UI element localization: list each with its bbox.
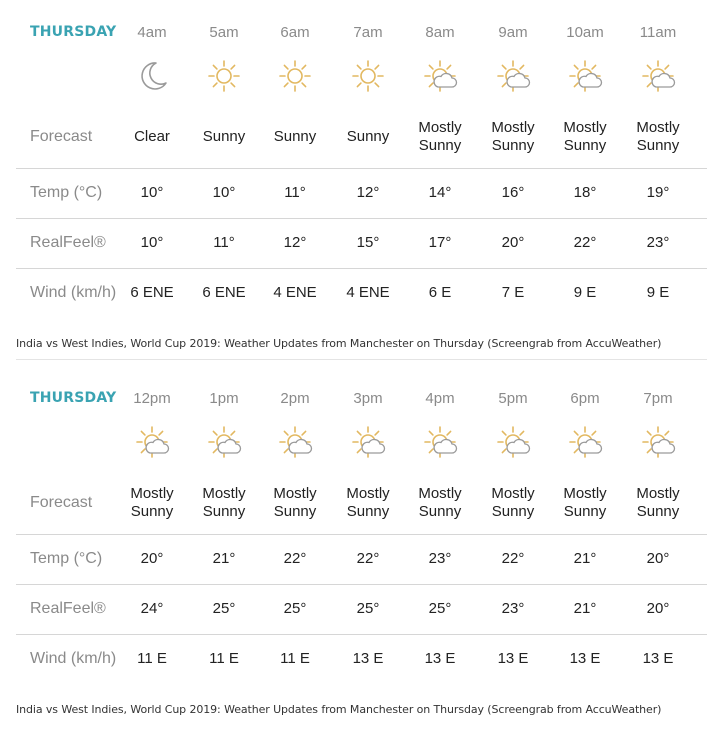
temp-value: 23° bbox=[428, 550, 452, 567]
forecast-condition bbox=[404, 119, 476, 155]
forecast-condition-line: Sunny bbox=[636, 503, 680, 520]
temp-value: 21° bbox=[212, 550, 236, 567]
temp-value: 11° bbox=[284, 184, 306, 201]
forecast-condition bbox=[549, 119, 621, 155]
sun-cloud-icon bbox=[206, 424, 242, 460]
section-separator bbox=[16, 359, 707, 360]
wind-value: 13 E bbox=[352, 650, 384, 667]
wind-value: 13 E bbox=[642, 650, 674, 667]
row-divider bbox=[16, 268, 707, 269]
sun-cloud-icon bbox=[640, 424, 676, 460]
wind-value: 6 ENE bbox=[202, 284, 246, 301]
forecast-condition-line: Sunny bbox=[563, 503, 607, 520]
day-label: THURSDAY bbox=[30, 24, 117, 40]
forecast-row-label: Forecast bbox=[30, 494, 93, 511]
image-caption: India vs West Indies, World Cup 2019: Weather Updates from Manchester on Thursday (Screengrab from AccuWeather) bbox=[16, 703, 662, 716]
forecast-condition-line: Sunny bbox=[273, 128, 317, 145]
forecast-condition-line: Mostly bbox=[491, 485, 535, 502]
realfeel-row-label: RealFeel® bbox=[30, 234, 106, 251]
forecast-condition-line: Sunny bbox=[346, 128, 390, 145]
day-label: THURSDAY bbox=[30, 390, 117, 406]
forecast-condition-line: Mostly bbox=[636, 485, 680, 502]
forecast-condition-line: Mostly bbox=[130, 485, 174, 502]
forecast-condition bbox=[477, 119, 549, 155]
sun-icon bbox=[206, 58, 242, 94]
realfeel-value: 25° bbox=[212, 600, 236, 617]
row-divider bbox=[16, 534, 707, 535]
temp-value: 22° bbox=[501, 550, 525, 567]
hour-label: 7pm bbox=[643, 390, 673, 407]
forecast-condition-line: Sunny bbox=[202, 503, 246, 520]
sun-cloud-icon bbox=[567, 424, 603, 460]
temp-value: 22° bbox=[356, 550, 380, 567]
forecast-condition-line: Mostly bbox=[418, 119, 462, 136]
temp-value: 14° bbox=[428, 184, 452, 201]
forecast-condition bbox=[259, 128, 331, 146]
hour-label: 3pm bbox=[353, 390, 383, 407]
forecast-condition-line: Mostly bbox=[491, 119, 535, 136]
hour-label: 12pm bbox=[133, 390, 171, 407]
hour-label: 2pm bbox=[280, 390, 310, 407]
hour-label: 8am bbox=[425, 24, 455, 41]
realfeel-value: 22° bbox=[573, 234, 597, 251]
forecast-condition bbox=[116, 485, 188, 521]
temp-value: 18° bbox=[573, 184, 597, 201]
forecast-condition bbox=[116, 128, 188, 146]
sun-cloud-icon bbox=[495, 58, 531, 94]
realfeel-value: 15° bbox=[356, 234, 380, 251]
hour-label: 6pm bbox=[570, 390, 600, 407]
realfeel-value: 25° bbox=[428, 600, 452, 617]
temp-value: 20° bbox=[646, 550, 670, 567]
wind-value: 13 E bbox=[569, 650, 601, 667]
wind-value: 11 E bbox=[209, 650, 239, 667]
hour-label: 9am bbox=[498, 24, 528, 41]
wind-row-label: Wind (km/h) bbox=[30, 650, 117, 667]
forecast-condition-line: Sunny bbox=[636, 137, 680, 154]
forecast-condition bbox=[404, 485, 476, 521]
forecast-condition-line: Sunny bbox=[418, 503, 462, 520]
temp-value: 10° bbox=[212, 184, 236, 201]
realfeel-value: 25° bbox=[356, 600, 380, 617]
wind-row-label: Wind (km/h) bbox=[30, 284, 117, 301]
temp-row-label: Temp (°C) bbox=[30, 184, 103, 201]
forecast-condition bbox=[259, 485, 331, 521]
wind-value: 9 E bbox=[646, 284, 670, 301]
hour-label: 6am bbox=[280, 24, 310, 41]
wind-value: 13 E bbox=[497, 650, 529, 667]
realfeel-value: 12° bbox=[283, 234, 307, 251]
temp-value: 10° bbox=[140, 184, 164, 201]
wind-value: 9 E bbox=[573, 284, 597, 301]
row-divider bbox=[16, 634, 707, 635]
forecast-condition-line: Clear bbox=[134, 128, 170, 145]
hour-label: 5am bbox=[209, 24, 239, 41]
realfeel-value: 10° bbox=[140, 234, 164, 251]
sun-cloud-icon bbox=[495, 424, 531, 460]
wind-value: 7 E bbox=[501, 284, 525, 301]
hour-label: 5pm bbox=[498, 390, 528, 407]
hour-label: 1pm bbox=[209, 390, 239, 407]
temp-value: 22° bbox=[283, 550, 307, 567]
realfeel-value: 17° bbox=[428, 234, 452, 251]
forecast-row-label: Forecast bbox=[30, 128, 93, 145]
sun-cloud-icon bbox=[134, 424, 170, 460]
temp-row-label: Temp (°C) bbox=[30, 550, 103, 567]
wind-value: 11 E bbox=[137, 650, 167, 667]
row-divider bbox=[16, 168, 707, 169]
hour-label: 7am bbox=[353, 24, 383, 41]
sun-icon bbox=[350, 58, 386, 94]
forecast-condition-line: Sunny bbox=[346, 503, 390, 520]
wind-value: 13 E bbox=[424, 650, 456, 667]
forecast-condition-line: Sunny bbox=[491, 503, 535, 520]
forecast-condition-line: Mostly bbox=[202, 485, 246, 502]
realfeel-value: 20° bbox=[501, 234, 525, 251]
forecast-condition-line: Mostly bbox=[563, 119, 607, 136]
forecast-condition bbox=[332, 128, 404, 146]
realfeel-value: 20° bbox=[646, 600, 670, 617]
hour-label: 4pm bbox=[425, 390, 455, 407]
realfeel-value: 11° bbox=[213, 234, 235, 251]
sun-cloud-icon bbox=[567, 58, 603, 94]
forecast-condition bbox=[188, 485, 260, 521]
sun-cloud-icon bbox=[640, 58, 676, 94]
sun-cloud-icon bbox=[422, 424, 458, 460]
row-divider bbox=[16, 218, 707, 219]
forecast-condition-line: Mostly bbox=[346, 485, 390, 502]
forecast-condition-line: Sunny bbox=[130, 503, 174, 520]
wind-value: 4 ENE bbox=[273, 284, 317, 301]
hour-label: 4am bbox=[137, 24, 167, 41]
temp-value: 16° bbox=[501, 184, 525, 201]
forecast-condition-line: Mostly bbox=[636, 119, 680, 136]
temp-value: 12° bbox=[356, 184, 380, 201]
realfeel-row-label: RealFeel® bbox=[30, 600, 106, 617]
row-divider bbox=[16, 584, 707, 585]
wind-value: 4 ENE bbox=[346, 284, 390, 301]
forecast-condition-line: Sunny bbox=[418, 137, 462, 154]
forecast-condition-line: Sunny bbox=[563, 137, 607, 154]
forecast-condition bbox=[549, 485, 621, 521]
forecast-condition bbox=[622, 485, 694, 521]
sun-cloud-icon bbox=[422, 58, 458, 94]
hour-label: 10am bbox=[566, 24, 604, 41]
wind-value: 11 E bbox=[280, 650, 310, 667]
realfeel-value: 23° bbox=[646, 234, 670, 251]
image-caption: India vs West Indies, World Cup 2019: Weather Updates from Manchester on Thursday (Screengrab from AccuWeather) bbox=[16, 337, 662, 350]
forecast-condition-line: Sunny bbox=[491, 137, 535, 154]
realfeel-value: 24° bbox=[140, 600, 164, 617]
sun-cloud-icon bbox=[277, 424, 313, 460]
temp-value: 20° bbox=[140, 550, 164, 567]
realfeel-value: 25° bbox=[283, 600, 307, 617]
forecast-condition-line: Mostly bbox=[563, 485, 607, 502]
forecast-condition-line: Sunny bbox=[273, 503, 317, 520]
wind-value: 6 E bbox=[428, 284, 452, 301]
forecast-condition-line: Mostly bbox=[418, 485, 462, 502]
forecast-condition bbox=[188, 128, 260, 146]
temp-value: 19° bbox=[646, 184, 670, 201]
forecast-condition bbox=[622, 119, 694, 155]
temp-value: 21° bbox=[573, 550, 597, 567]
realfeel-value: 23° bbox=[501, 600, 525, 617]
moon-icon bbox=[134, 58, 170, 94]
forecast-condition-line: Mostly bbox=[273, 485, 317, 502]
sun-icon bbox=[277, 58, 313, 94]
forecast-condition bbox=[477, 485, 549, 521]
realfeel-value: 21° bbox=[573, 600, 597, 617]
sun-cloud-icon bbox=[350, 424, 386, 460]
forecast-condition bbox=[332, 485, 404, 521]
hour-label: 11am bbox=[639, 24, 677, 41]
wind-value: 6 ENE bbox=[130, 284, 174, 301]
forecast-condition-line: Sunny bbox=[202, 128, 246, 145]
